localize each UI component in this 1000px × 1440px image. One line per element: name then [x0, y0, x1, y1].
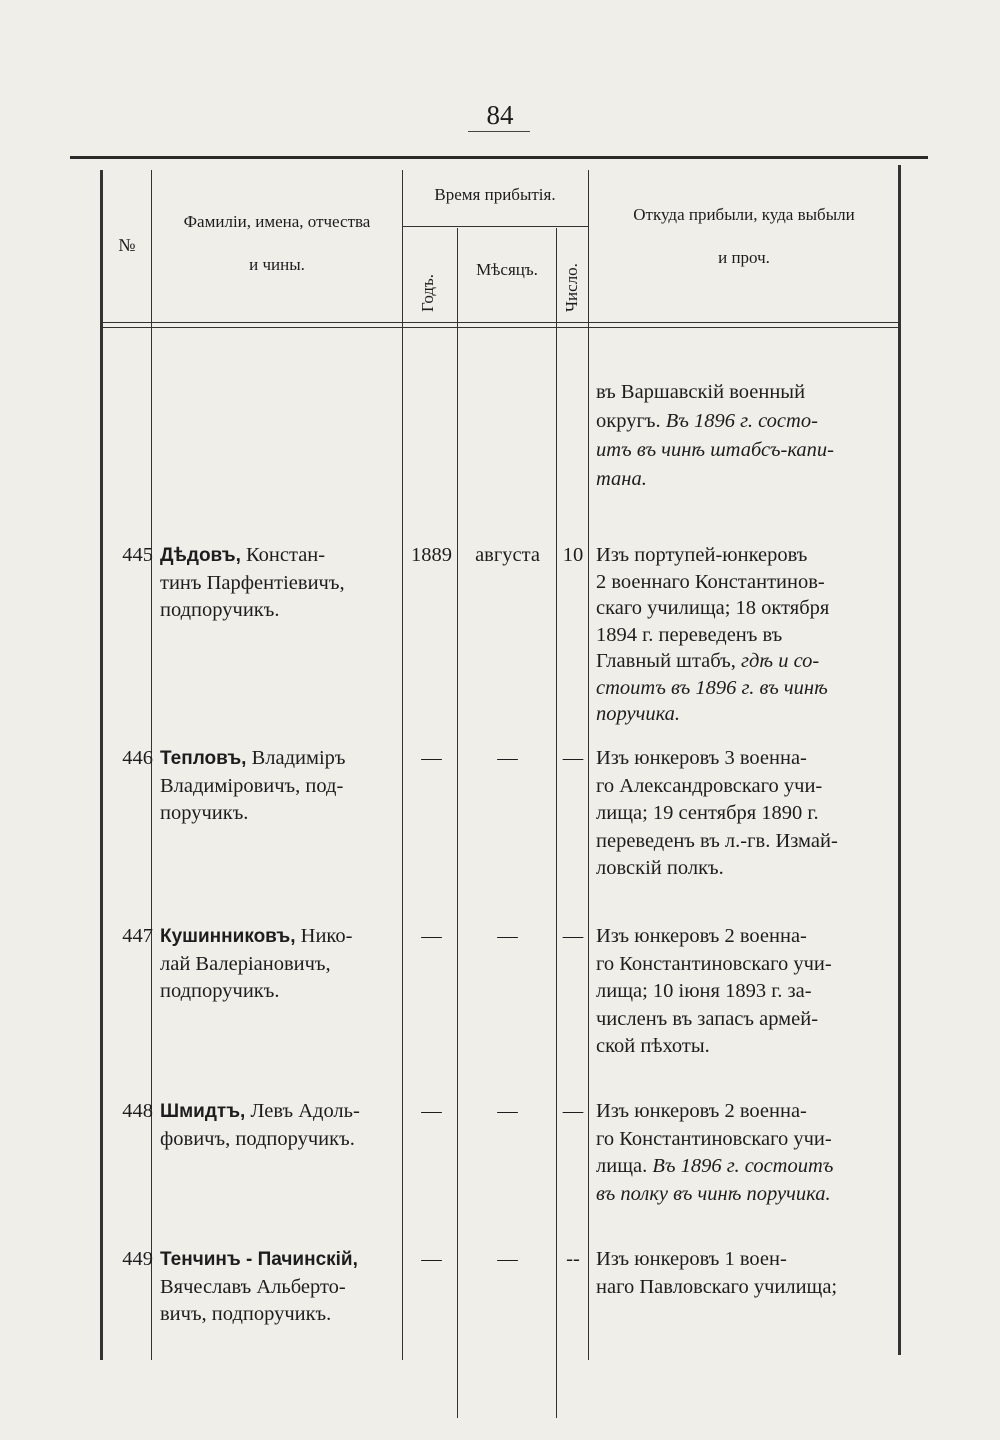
entry-year: — [421, 1100, 442, 1122]
remark-line: итъ въ чинѣ штабсъ-капи- [596, 439, 834, 461]
entry-day: -- [566, 1248, 580, 1270]
header-name-line1: Фамиліи, имена, отчества [183, 212, 371, 231]
column-divider-name [402, 170, 403, 1360]
header-day: Число. [562, 263, 581, 312]
entry-remark: Изъ юнкеровъ 2 военна- го Константиновскаго учи- лища. Въ 1896 г. состоитъ въ полку въ чинѣ поручика. [596, 1100, 834, 1205]
column-divider-month [556, 228, 557, 1418]
entry-number: 445 [122, 544, 153, 566]
entry-name: Шмидтъ, Левъ Адоль- фовичъ, подпоручикъ. [160, 1100, 360, 1150]
header-bottom-rule [100, 322, 900, 323]
header-month: Мѣсяцъ. [476, 260, 538, 279]
entry-name: Тепловъ, Владиміръ Владиміровичъ, под- поручикъ. [160, 747, 346, 824]
column-divider-year [457, 228, 458, 1418]
table-top-rule [70, 156, 928, 159]
header-arrival-time: Время прибытія. [434, 185, 556, 204]
entry-surname: Тепловъ, [160, 748, 247, 769]
entry-month: — [497, 1100, 518, 1122]
entry-remark: Изъ юнкеровъ 1 воен- наго Павловскаго училища; [596, 1248, 838, 1298]
entry-month: августа [475, 544, 540, 566]
entry-number: 448 [122, 1100, 153, 1122]
entry-month: — [497, 1248, 518, 1270]
entry-surname: Дѣдовъ, [160, 545, 241, 566]
header-origin-line1: Откуда прибыли, куда выбыли [633, 205, 855, 224]
remark-line: тана. [596, 468, 647, 490]
entry-name: Дѣдовъ, Констан- тинъ Парфентіевичъ, подпоручикъ. [160, 544, 345, 621]
remark-line: въ Варшавскій военный [596, 381, 806, 403]
continuation-remark [596, 378, 898, 494]
entry-remark: Изъ юнкеровъ 2 военна- го Константиновскаго учи- лища; 10 іюня 1893 г. за- численъ въ запасъ армей- ской пѣхоты. [596, 925, 832, 1057]
entry-number: 449 [122, 1248, 153, 1270]
entry-remark: Изъ портупей-юнкеровъ 2 военнаго Константинов- скаго училища; 18 октября 1894 г. переведенъ въ Главный штабъ, гдѣ и со- стоитъ въ 1896 г. въ чинѣ поручика. [596, 544, 830, 725]
entry-surname: Кушинниковъ, [160, 926, 296, 947]
remark-line: округъ. Въ 1896 г. состо- [596, 410, 818, 432]
entry-year: — [421, 1248, 442, 1270]
header-name-line2: и чины. [249, 255, 305, 274]
table-border-right [898, 165, 901, 1355]
entry-day: 10 [562, 544, 584, 566]
header-bottom-rule-2 [100, 327, 900, 328]
header-origin-line2: и проч. [718, 248, 770, 267]
header-subdivider [402, 226, 588, 227]
entry-year: 1889 [411, 544, 452, 566]
table-border-left [100, 170, 103, 1360]
header-year: Годъ. [418, 273, 437, 312]
entry-month: — [497, 747, 518, 769]
page-number-underline [468, 131, 530, 132]
entry-day: — [562, 925, 584, 947]
entry-day: — [562, 747, 584, 769]
entry-name: Кушинниковъ, Нико- лай Валеріановичъ, подпоручикъ. [160, 925, 353, 1002]
header-number: № [118, 235, 136, 255]
entry-year: — [421, 925, 442, 947]
entry-day: — [562, 1100, 584, 1122]
entry-year: — [421, 747, 442, 769]
entry-month: — [497, 925, 518, 947]
entry-surname: Тенчинъ - Пачинскій, [160, 1249, 358, 1270]
entry-number: 446 [122, 747, 153, 769]
entry-remark: Изъ юнкеровъ 3 военна- го Александровскаго учи- лища; 19 сентября 1890 г. переведенъ въ л.-гв. Измай- ловскій полкъ. [596, 747, 838, 879]
entry-name: Тенчинъ - Пачинскій, Вячеславъ Альберто- вичъ, подпоручикъ. [160, 1249, 358, 1325]
entry-number: 447 [122, 925, 153, 947]
page-number: 84 [486, 100, 514, 130]
entry-surname: Шмидтъ, [160, 1101, 246, 1122]
